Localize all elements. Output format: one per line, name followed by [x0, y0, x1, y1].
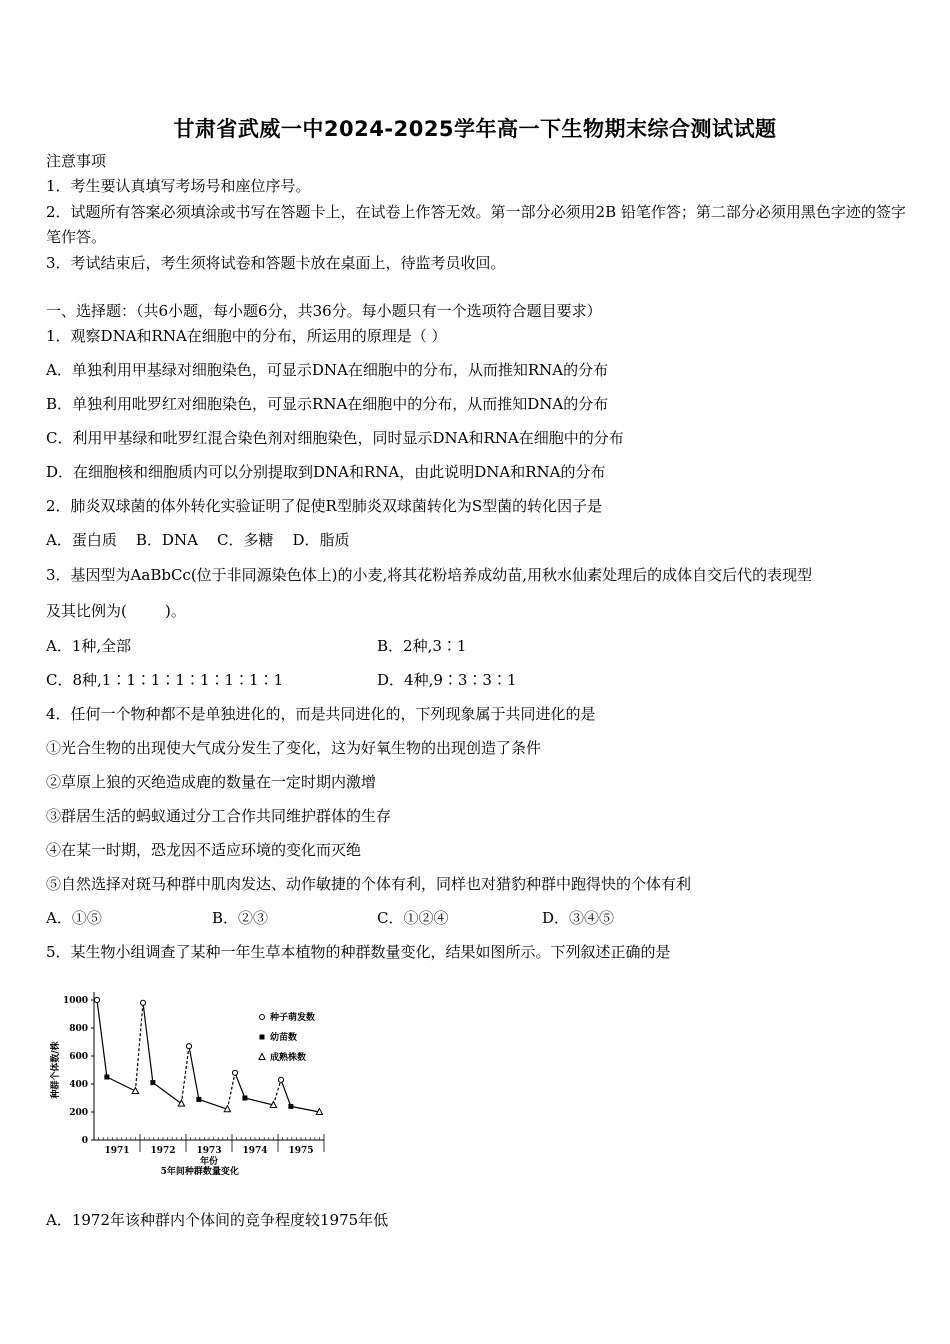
x-axis-label: 年份 — [199, 1157, 219, 1167]
series-line-segment — [153, 1083, 182, 1104]
seed-germination-point — [94, 997, 99, 1002]
seedling-point — [242, 1096, 247, 1101]
q3-option-a: A．1种,全部 — [46, 637, 132, 655]
q3-option-c: C．8种,1∶1∶1∶1∶1∶1∶1∶1 — [46, 671, 284, 689]
legend-seed-marker — [260, 1015, 265, 1020]
page-title: 甘肃省武威一中2024-2025学年高一下生物期末综合测试试题 — [173, 117, 777, 141]
y-tick-label: 0 — [81, 1136, 88, 1146]
q3-option-d: D．4种,9∶3∶3∶1 — [377, 671, 517, 689]
y-tick-label: 1000 — [62, 996, 88, 1006]
q2-stem: 2．肺炎双球菌的体外转化实验证明了促使R型肺炎双球菌转化为S型菌的转化因子是 — [46, 497, 603, 515]
x-tick-label: 1973 — [196, 1146, 222, 1156]
seed-germination-point — [232, 1070, 237, 1075]
series-line-segment — [281, 1080, 291, 1107]
series-line-segment — [235, 1073, 245, 1098]
population-chart — [46, 972, 336, 1180]
q1-option-a: A．单独利用甲基绿对细胞染色，可显示DNA在细胞中的分布，从而推知RNA的分布 — [46, 361, 609, 379]
chart-title: 5年间种群数量变化 — [160, 1167, 239, 1177]
seed-germination-point — [186, 1044, 191, 1049]
notice-item-1: 1．考生要认真填写考场号和座位序号。 — [46, 177, 311, 195]
q4-option-c: C．①②④ — [377, 909, 449, 927]
notice-item-3: 3．考试结束后，考生须将试卷和答题卡放在桌面上，待监考员收回。 — [46, 254, 506, 272]
legend-mature-marker — [259, 1054, 265, 1060]
q1-option-c: C．利用甲基绿和吡罗红混合染色剂对细胞染色，同时显示DNA和RNA在细胞中的分布 — [46, 429, 624, 447]
q4-item-3: ③群居生活的蚂蚁通过分工合作共同维护群体的生存 — [46, 807, 392, 825]
x-tick-label: 1971 — [104, 1146, 130, 1156]
legend-label: 幼苗数 — [270, 1033, 298, 1043]
y-tick-label: 600 — [69, 1052, 88, 1062]
notice-heading: 注意事项 — [46, 152, 107, 170]
q4-option-a: A．①⑤ — [46, 909, 102, 927]
series-line-segment — [107, 1077, 136, 1091]
reseeding-segment — [273, 1080, 281, 1105]
legend-label: 种子萌发数 — [270, 1013, 316, 1023]
mature-plant-point — [178, 1100, 184, 1106]
q2-options: A．蛋白质 B．DNA C．多糖 D．脂质 — [46, 531, 350, 549]
series-line-segment — [199, 1099, 228, 1109]
reseeding-segment — [227, 1073, 235, 1109]
x-tick-label: 1974 — [242, 1146, 268, 1156]
seedling-point — [150, 1080, 155, 1085]
seed-germination-point — [278, 1077, 283, 1082]
x-tick-label: 1975 — [288, 1146, 314, 1156]
x-tick-label: 1972 — [150, 1146, 176, 1156]
q1-option-d: D．在细胞核和细胞质内可以分别提取到DNA和RNA，由此说明DNA和RNA的分布 — [46, 463, 606, 481]
series-line-segment — [291, 1106, 320, 1112]
seedling-point — [288, 1104, 293, 1109]
reseeding-segment — [135, 1003, 143, 1091]
q4-item-5: ⑤自然选择对斑马种群中肌肉发达、动作敏捷的个体有利，同样也对猎豹种群中跑得快的个体有利 — [46, 875, 692, 893]
legend-label: 成熟株数 — [270, 1053, 307, 1063]
series-line-segment — [189, 1046, 199, 1099]
q3-stem: 3．基因型为AaBbCc(位于非同源染色体上)的小麦,将其花粉培养成幼苗,用秋水仙素处理后的成体自交后代的表现型 — [46, 566, 813, 584]
y-axis-label: 种群个体数/株 — [51, 1041, 61, 1099]
q4-item-2: ②草原上狼的灭绝造成鹿的数量在一定时期内激增 — [46, 773, 377, 791]
q3-option-b: B．2种,3∶1 — [377, 637, 467, 655]
seedling-point — [104, 1075, 109, 1080]
reseeding-segment — [181, 1046, 189, 1103]
notice-item-2: 2．试题所有答案必须填涂或书写在答题卡上，在试卷上作答无效。第一部分必须用2B 铅笔作答；第二部分必须用黑色字迹的签字笔作答。 — [46, 203, 906, 246]
section-heading: 一、选择题：（共6小题，每小题6分，共36分。每小题只有一个选项符合题目要求） — [46, 302, 602, 320]
y-tick-label: 800 — [69, 1024, 88, 1034]
q5-option-a: A．1972年该种群内个体间的竞争程度较1975年低 — [46, 1211, 389, 1229]
q4-option-b: B．②③ — [212, 909, 269, 927]
q4-stem: 4．任何一个物种都不是单独进化的，而是共同进化的，下列现象属于共同进化的是 — [46, 705, 596, 723]
y-tick-label: 200 — [69, 1108, 88, 1118]
series-line-segment — [97, 1000, 107, 1077]
q4-item-4: ④在某一时期，恐龙因不适应环境的变化而灭绝 — [46, 841, 362, 859]
q1-stem: 1．观察DNA和RNA在细胞中的分布，所运用的原理是（ ） — [46, 327, 447, 345]
q4-option-d: D．③④⑤ — [542, 909, 615, 927]
series-line-segment — [245, 1098, 274, 1105]
q4-item-1: ①光合生物的出现使大气成分发生了变化，这为好氧生物的出现创造了条件 — [46, 739, 542, 757]
q1-option-b: B．单独利用吡罗红对细胞染色，可显示RNA在细胞中的分布，从而推知DNA的分布 — [46, 395, 609, 413]
y-tick-label: 400 — [69, 1080, 88, 1090]
q3-stem-cont: 及其比例为( )。 — [46, 602, 186, 620]
legend-seedling-marker — [260, 1035, 265, 1040]
seed-germination-point — [140, 1000, 145, 1005]
q5-stem: 5．某生物小组调查了某种一年生草本植物的种群数量变化，结果如图所示。下列叙述正确的是 — [46, 943, 671, 961]
series-line-segment — [143, 1003, 153, 1083]
seedling-point — [196, 1097, 201, 1102]
